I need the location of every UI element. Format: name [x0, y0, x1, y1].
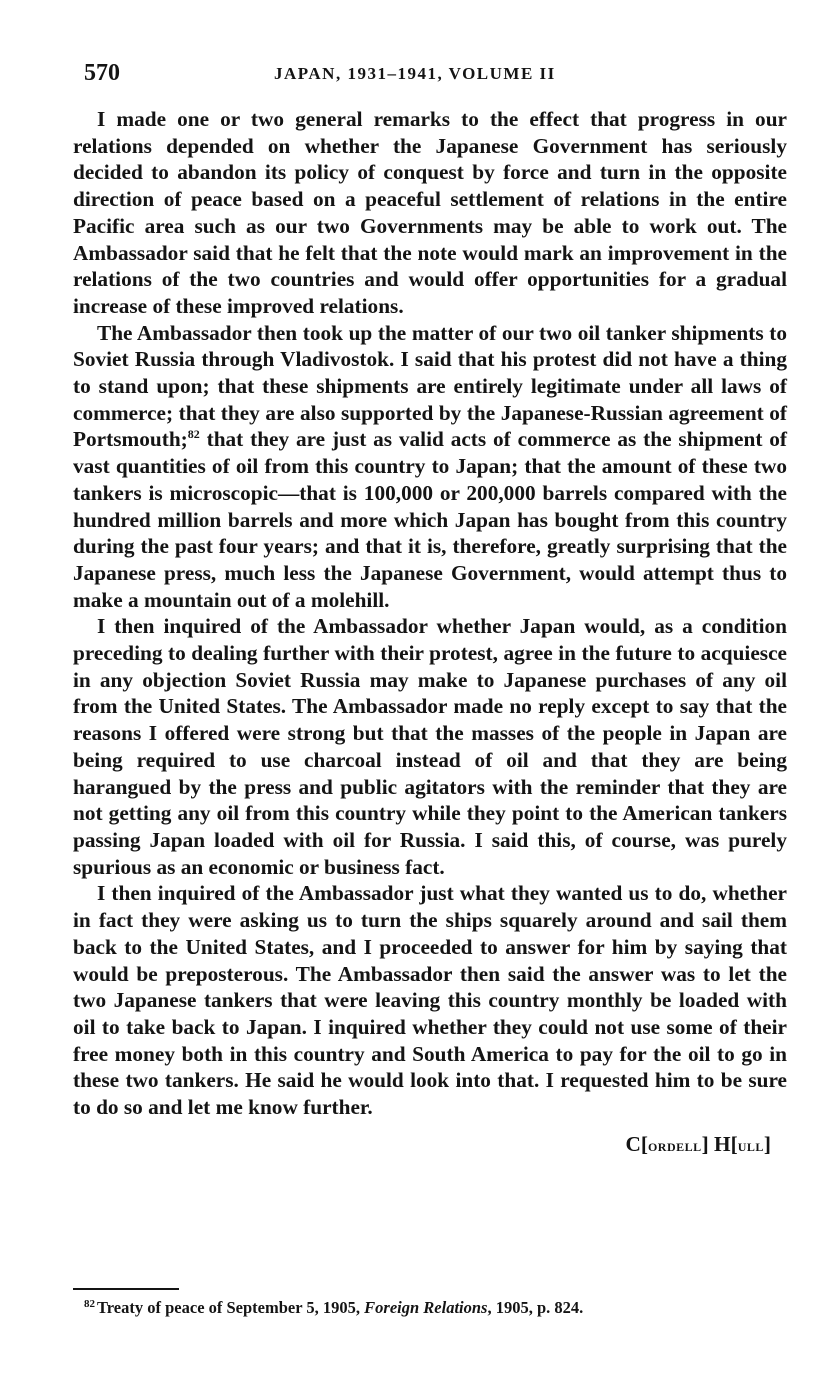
footnote-italic: Foreign Relations [364, 1298, 488, 1317]
paragraph-4: I then inquired of the Ambassador just what they wanted us to do, whether in fact they were asking us to turn the ships squarely around and sail them back to the United States, and I proceeded to answer for him by saying that would be preposterous. The Ambassador then said the answer was to let the two Japanese tankers that were leaving this country monthly be loaded with oil to take back to Japan. I inquired whether they could not use some of their free money both in this country and South America to pay for the oil to go in these two tankers. He said he would look into that. I requested him to be sure to do so and let me know further. [73, 881, 787, 1120]
footnote-reference[interactable]: 82 [187, 427, 200, 442]
running-title: JAPAN, 1931–1941, VOLUME II [274, 64, 556, 83]
paragraph-1: I made one or two general remarks to the effect that progress in our relations depended on whether the Japanese Government has seriously decided to abandon its policy of conquest by force and turn in the opposite direction of peace based on a peaceful settlement of relations in the entire Pacific area such as our two Governments may be able to work out. The Ambassador said that he felt that the note would mark an improvement in the relations of the two countries and would offer opportunities for a gradual increase of these improved relations. [73, 107, 787, 318]
signature-ull: ull [737, 1135, 764, 1155]
paragraph-2-part-2: that they are just as valid acts of commerce as the shipment of vast quantities of oil from this country to Japan; that the amount of these two tankers is microscopic—that is 100,000 or 200,000 barrels compared with the hundred million barrels and more which Japan has bought from this country during the past four years; and that it is, therefore, greatly surprising that the Japanese press, much less the Japanese Government, would attempt thus to make a mountain out of a molehill. [73, 427, 787, 612]
footnote-mark: 82 [84, 1297, 95, 1310]
footnote-divider [73, 1288, 179, 1290]
signature-ordell: ordell [647, 1135, 702, 1155]
signature [73, 1131, 787, 1160]
body-text [73, 106, 787, 1159]
footnote-text-2: , 1905, p. 824. [487, 1298, 584, 1317]
signature-c: C[ [625, 1131, 648, 1156]
footnote [84, 1296, 784, 1320]
footnote-text-1: Treaty of peace of September 5, 1905, [97, 1298, 365, 1317]
signature-mid: ] H[ [701, 1131, 738, 1156]
page-number: 570 [84, 60, 120, 86]
paragraph-2 [73, 320, 787, 614]
page-header [84, 58, 784, 92]
signature-end: ] [763, 1131, 771, 1156]
paragraph-3: I then inquired of the Ambassador whether Japan would, as a condition preceding to dealing further with their protest, agree in the future to acquiesce in any objection Soviet Russia may make to Japanese purchases of any oil from the United States. The Ambassador made no reply except to say that the reasons I offered were strong but that the masses of the people in Japan are being required to use charcoal instead of oil and that they are being harangued by the press and public agitators with the reminder that they are not getting any oil from this country while they point to the American tankers passing Japan loaded with oil for Russia. I said this, of course, was purely spurious as an economic or business fact. [73, 614, 787, 879]
paragraph-2-part-1: The Ambassador then took up the matter of our two oil tanker shipments to Soviet Russia through Vladivostok. I said that his protest did not have a thing to stand upon; that these shipments are entirely legitimate under all laws of commerce; that they are also supported by the Japanese-Russian agreement of Portsmouth; [73, 320, 787, 452]
